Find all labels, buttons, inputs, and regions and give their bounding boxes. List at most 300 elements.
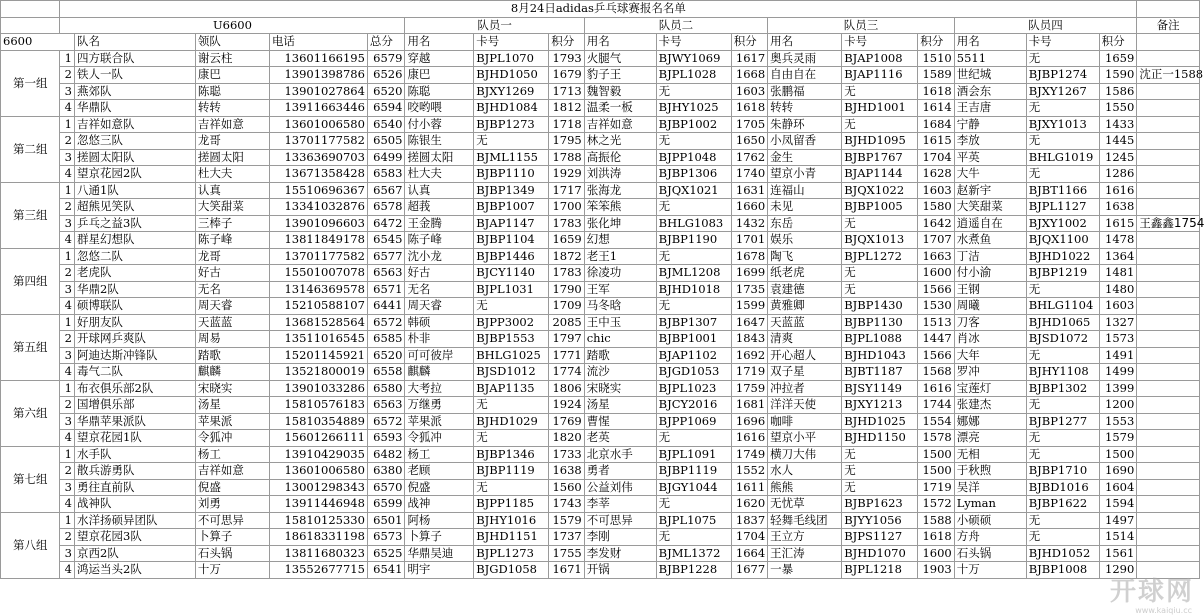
leader-name: 好古 bbox=[195, 265, 269, 282]
card-number: 无 bbox=[656, 83, 731, 100]
leader-name: 谢云柱 bbox=[195, 50, 269, 67]
player-name: 陶飞 bbox=[768, 248, 842, 265]
player-points: 1788 bbox=[549, 149, 584, 166]
card-number: BJBP1277 bbox=[1026, 413, 1099, 430]
table-row bbox=[1, 133, 1200, 150]
table-row bbox=[1, 281, 1200, 298]
team-name: 战神队 bbox=[75, 496, 196, 513]
player-points: 1812 bbox=[549, 100, 584, 117]
team-name: 燕郊队 bbox=[75, 83, 196, 100]
row-number: 1 bbox=[60, 182, 75, 199]
player-points: 1650 bbox=[731, 133, 767, 150]
card-number: BJPL1091 bbox=[656, 446, 731, 463]
team-name: 开球网乒爽队 bbox=[75, 331, 196, 348]
total-score: 6572 bbox=[367, 314, 405, 331]
table-row bbox=[1, 100, 1200, 117]
player-name: 天蓝蓝 bbox=[768, 314, 842, 331]
subheader-points: 积分 bbox=[1099, 34, 1137, 51]
card-number: BHLG1019 bbox=[1026, 149, 1099, 166]
player-name: 马冬晗 bbox=[584, 298, 656, 315]
table-row bbox=[1, 446, 1200, 463]
player-name: 洋洋天使 bbox=[768, 397, 842, 414]
player-points: 1733 bbox=[549, 446, 584, 463]
remark-cell bbox=[1137, 446, 1200, 463]
card-number: 无 bbox=[656, 529, 731, 546]
remark-cell bbox=[1137, 463, 1200, 480]
phone-number: 13901096603 bbox=[269, 215, 367, 232]
header-u6600: U6600 bbox=[60, 17, 405, 34]
player-name: 卜算子 bbox=[405, 529, 474, 546]
player-points: 1552 bbox=[731, 463, 767, 480]
player-name: 横刀大伟 bbox=[768, 446, 842, 463]
card-number: 无 bbox=[842, 265, 918, 282]
player-points: 1588 bbox=[918, 512, 954, 529]
card-number: BJBP1274 bbox=[1026, 67, 1099, 84]
player-name: 王中玉 bbox=[584, 314, 656, 331]
team-name: 京西2队 bbox=[75, 545, 196, 562]
player-points: 1713 bbox=[549, 83, 584, 100]
card-number: BJHD1022 bbox=[1026, 248, 1099, 265]
card-number: BJXY1267 bbox=[1026, 83, 1099, 100]
subheader-card: 卡号 bbox=[1026, 34, 1099, 51]
player-name: 高振伦 bbox=[584, 149, 656, 166]
player-name: 咬哟喂 bbox=[405, 100, 474, 117]
card-number: BJAP1147 bbox=[474, 215, 549, 232]
card-number: BJAP1008 bbox=[842, 50, 918, 67]
player-points: 1491 bbox=[1099, 347, 1137, 364]
player-name: 李莘 bbox=[584, 496, 656, 513]
card-number: 无 bbox=[842, 479, 918, 496]
player-points: 1433 bbox=[1099, 116, 1137, 133]
total-score: 6593 bbox=[367, 430, 405, 447]
player-name: 吴洋 bbox=[954, 479, 1026, 496]
card-number: BJHD1025 bbox=[842, 413, 918, 430]
player-name: 望京小平 bbox=[768, 430, 842, 447]
card-number: BJPL1127 bbox=[1026, 199, 1099, 216]
row-number: 4 bbox=[60, 298, 75, 315]
card-number: BJXY1213 bbox=[842, 397, 918, 414]
player-name: 令狐冲 bbox=[405, 430, 474, 447]
leader-name: 卜算子 bbox=[195, 529, 269, 546]
player-name: 转转 bbox=[768, 100, 842, 117]
player-name: 流沙 bbox=[584, 364, 656, 381]
table-row bbox=[1, 83, 1200, 100]
total-score: 6526 bbox=[367, 67, 405, 84]
player-name: 朱静环 bbox=[768, 116, 842, 133]
leader-name: 不可思异 bbox=[195, 512, 269, 529]
player-name: 李发财 bbox=[584, 545, 656, 562]
player-points: 1290 bbox=[1099, 562, 1137, 579]
subheader-card: 卡号 bbox=[842, 34, 918, 51]
player-points: 1783 bbox=[549, 215, 584, 232]
team-name: 搓圆太阳队 bbox=[75, 149, 196, 166]
player-points: 1638 bbox=[1099, 199, 1137, 216]
leader-name: 刘勇 bbox=[195, 496, 269, 513]
player-name: 老王1 bbox=[584, 248, 656, 265]
card-number: BJML1208 bbox=[656, 265, 731, 282]
phone-number: 13146369578 bbox=[269, 281, 367, 298]
card-number: BJPP3002 bbox=[474, 314, 549, 331]
phone-number: 13341032876 bbox=[269, 199, 367, 216]
player-name: 连福山 bbox=[768, 182, 842, 199]
phone-number: 15501007078 bbox=[269, 265, 367, 282]
card-number: BJSD1012 bbox=[474, 364, 549, 381]
player-name: 冲拉者 bbox=[768, 380, 842, 397]
total-score: 6563 bbox=[367, 265, 405, 282]
card-number: 无 bbox=[842, 281, 918, 298]
team-name: 华鼎苹果派队 bbox=[75, 413, 196, 430]
subheader-player: 用名 bbox=[954, 34, 1026, 51]
phone-number: 13701177582 bbox=[269, 248, 367, 265]
player-points: 1513 bbox=[918, 314, 954, 331]
player-points: 1806 bbox=[549, 380, 584, 397]
card-number: 无 bbox=[1026, 133, 1099, 150]
table-row bbox=[1, 298, 1200, 315]
player-points: 1790 bbox=[549, 281, 584, 298]
card-number: 无 bbox=[1026, 529, 1099, 546]
total-score: 6578 bbox=[367, 199, 405, 216]
player-name: 平英 bbox=[954, 149, 1026, 166]
card-number: 无 bbox=[656, 199, 731, 216]
player-points: 1618 bbox=[731, 100, 767, 117]
player-points: 1603 bbox=[731, 83, 767, 100]
card-number: BJYY1056 bbox=[842, 512, 918, 529]
player-name: 北京水手 bbox=[584, 446, 656, 463]
player-points: 1618 bbox=[918, 83, 954, 100]
player-points: 1783 bbox=[549, 265, 584, 282]
total-score: 6580 bbox=[367, 380, 405, 397]
subheader-row bbox=[1, 34, 1200, 51]
card-number: BJBD1016 bbox=[1026, 479, 1099, 496]
total-score: 6505 bbox=[367, 133, 405, 150]
team-name: 散兵游勇队 bbox=[75, 463, 196, 480]
player-name: 麒麟 bbox=[405, 364, 474, 381]
player-name: 刘洪涛 bbox=[584, 166, 656, 183]
player-name: 自由自在 bbox=[768, 67, 842, 84]
player-name: 水煮鱼 bbox=[954, 232, 1026, 249]
player-points: 1245 bbox=[1099, 149, 1137, 166]
subheader-phone: 电话 bbox=[269, 34, 367, 51]
player-name: 付小蓉 bbox=[405, 116, 474, 133]
player-points: 1553 bbox=[1099, 413, 1137, 430]
card-number: BJHD1050 bbox=[474, 67, 549, 84]
player-name: 万继勇 bbox=[405, 397, 474, 414]
header-remark: 备注 bbox=[1137, 17, 1200, 34]
total-score: 6573 bbox=[367, 529, 405, 546]
team-name: 八通1队 bbox=[75, 182, 196, 199]
phone-number: 13601006580 bbox=[269, 463, 367, 480]
phone-number: 15201145921 bbox=[269, 347, 367, 364]
total-score: 6541 bbox=[367, 562, 405, 579]
player-name: 陈银生 bbox=[405, 133, 474, 150]
player-name: 吉祥如意 bbox=[584, 116, 656, 133]
subheader-points: 积分 bbox=[549, 34, 584, 51]
row-number: 1 bbox=[60, 446, 75, 463]
row-number: 4 bbox=[60, 562, 75, 579]
row-number: 1 bbox=[60, 380, 75, 397]
player-points: 1514 bbox=[1099, 529, 1137, 546]
phone-number: 13701177582 bbox=[269, 133, 367, 150]
player-points: 1771 bbox=[549, 347, 584, 364]
row-number: 3 bbox=[60, 149, 75, 166]
phone-number: 15810576183 bbox=[269, 397, 367, 414]
remark-cell bbox=[1137, 430, 1200, 447]
player-name: 付小渝 bbox=[954, 265, 1026, 282]
player-points: 1603 bbox=[1099, 298, 1137, 315]
remark-cell bbox=[1137, 347, 1200, 364]
row-number: 3 bbox=[60, 281, 75, 298]
total-score: 6520 bbox=[367, 83, 405, 100]
card-number: BJXY1269 bbox=[474, 83, 549, 100]
player-points: 1647 bbox=[731, 314, 767, 331]
player-name: 不可思异 bbox=[584, 512, 656, 529]
row-number: 1 bbox=[60, 314, 75, 331]
player-points: 1759 bbox=[731, 380, 767, 397]
player-points: 1589 bbox=[918, 67, 954, 84]
table-row bbox=[1, 364, 1200, 381]
card-number: 无 bbox=[842, 463, 918, 480]
team-name: 超熊见笑队 bbox=[75, 199, 196, 216]
card-number: BJXY1013 bbox=[1026, 116, 1099, 133]
card-number: BJPL1028 bbox=[656, 67, 731, 84]
card-number: BJHD1018 bbox=[656, 281, 731, 298]
player-name: 黄雅卿 bbox=[768, 298, 842, 315]
player-name: 袁建德 bbox=[768, 281, 842, 298]
leader-name: 石头锅 bbox=[195, 545, 269, 562]
player-points: 1572 bbox=[918, 496, 954, 513]
leader-name: 三棒子 bbox=[195, 215, 269, 232]
player-points: 1749 bbox=[731, 446, 767, 463]
table-row bbox=[1, 331, 1200, 348]
player-points: 1755 bbox=[549, 545, 584, 562]
card-number: BJHD1052 bbox=[1026, 545, 1099, 562]
player-name: 咖啡 bbox=[768, 413, 842, 430]
card-number: BJHD1001 bbox=[842, 100, 918, 117]
player-points: 1616 bbox=[1099, 182, 1137, 199]
phone-number: 18618331198 bbox=[269, 529, 367, 546]
card-number: BJGD1058 bbox=[474, 562, 549, 579]
table-row bbox=[1, 347, 1200, 364]
total-score: 6577 bbox=[367, 248, 405, 265]
player-points: 1600 bbox=[918, 265, 954, 282]
corner-blank-right bbox=[1137, 1, 1200, 18]
total-score: 6585 bbox=[367, 331, 405, 348]
leader-name: 倪盛 bbox=[195, 479, 269, 496]
row-number: 3 bbox=[60, 545, 75, 562]
leader-name: 吉祥如意 bbox=[195, 463, 269, 480]
row-number: 3 bbox=[60, 215, 75, 232]
card-number: BJBP1553 bbox=[474, 331, 549, 348]
team-name: 望京花园3队 bbox=[75, 529, 196, 546]
player-points: 1700 bbox=[549, 199, 584, 216]
card-number: 无 bbox=[1026, 281, 1099, 298]
subheader-team: 队名 bbox=[75, 34, 196, 51]
card-number: BJBP1273 bbox=[474, 116, 549, 133]
card-number: BJBP1767 bbox=[842, 149, 918, 166]
card-number: BHLG1104 bbox=[1026, 298, 1099, 315]
player-points: 1445 bbox=[1099, 133, 1137, 150]
card-number: BJGY1044 bbox=[656, 479, 731, 496]
table-row bbox=[1, 265, 1200, 282]
card-number: BJHY1016 bbox=[474, 512, 549, 529]
remark-text: 王鑫鑫 bbox=[1139, 215, 1174, 230]
leader-name: 龙哥 bbox=[195, 133, 269, 150]
player-points: 1769 bbox=[549, 413, 584, 430]
group-label: 第二组 bbox=[1, 116, 60, 182]
phone-number: 13811680323 bbox=[269, 545, 367, 562]
player-name: 娱乐 bbox=[768, 232, 842, 249]
card-number: 无 bbox=[474, 479, 549, 496]
player-name: 轻舞毛线团 bbox=[768, 512, 842, 529]
player-name: 王汇涛 bbox=[768, 545, 842, 562]
remark-cell bbox=[1137, 83, 1200, 100]
card-number: 无 bbox=[842, 215, 918, 232]
table-row bbox=[1, 50, 1200, 67]
player-points: 1580 bbox=[918, 199, 954, 216]
player-points: 1500 bbox=[918, 463, 954, 480]
player-points: 1795 bbox=[549, 133, 584, 150]
remark-cell bbox=[1137, 413, 1200, 430]
player-points: 1603 bbox=[918, 182, 954, 199]
player-points: 1510 bbox=[918, 50, 954, 67]
player-points: 1200 bbox=[1099, 397, 1137, 414]
card-number: BJBP1008 bbox=[1026, 562, 1099, 579]
leader-name: 苹果派 bbox=[195, 413, 269, 430]
total-score: 6482 bbox=[367, 446, 405, 463]
card-number: 无 bbox=[1026, 397, 1099, 414]
table-row bbox=[1, 182, 1200, 199]
player-name: 杨工 bbox=[405, 446, 474, 463]
subheader-player: 用名 bbox=[768, 34, 842, 51]
player-name: 王金腾 bbox=[405, 215, 474, 232]
player-points: 1924 bbox=[549, 397, 584, 414]
player-points: 1707 bbox=[918, 232, 954, 249]
player-points: 1566 bbox=[918, 347, 954, 364]
player-name: 明宇 bbox=[405, 562, 474, 579]
card-number: BJPL1075 bbox=[656, 512, 731, 529]
player-points: 1432 bbox=[731, 215, 767, 232]
player-name: 清爽 bbox=[768, 331, 842, 348]
phone-number: 13671358428 bbox=[269, 166, 367, 183]
subheader-card: 卡号 bbox=[656, 34, 731, 51]
total-score: 6540 bbox=[367, 116, 405, 133]
leader-name: 大笑甜菜 bbox=[195, 199, 269, 216]
player-name: 世纪城 bbox=[954, 67, 1026, 84]
phone-number: 15810354889 bbox=[269, 413, 367, 430]
remark-cell bbox=[1137, 182, 1200, 199]
card-number: 无 bbox=[842, 446, 918, 463]
remark-cell bbox=[1137, 50, 1200, 67]
card-number: BJBP1307 bbox=[656, 314, 731, 331]
card-number: BJHD1084 bbox=[474, 100, 549, 117]
group-label: 第七组 bbox=[1, 446, 60, 512]
phone-number: 13601006580 bbox=[269, 116, 367, 133]
card-number: 无 bbox=[656, 298, 731, 315]
player-name: 5511 bbox=[954, 50, 1026, 67]
card-number: BJBP1306 bbox=[656, 166, 731, 183]
card-number: BHLG1083 bbox=[656, 215, 731, 232]
table-row bbox=[1, 562, 1200, 579]
row-number: 4 bbox=[60, 496, 75, 513]
phone-number: 13901033286 bbox=[269, 380, 367, 397]
player-name: 踏歌 bbox=[584, 347, 656, 364]
player-name: 朴非 bbox=[405, 331, 474, 348]
card-number: BJQX1013 bbox=[842, 232, 918, 249]
team-name: 铁人一队 bbox=[75, 67, 196, 84]
phone-number: 13601166195 bbox=[269, 50, 367, 67]
watermark-logo: 开球网 bbox=[1109, 577, 1194, 607]
card-number: BJHY1108 bbox=[1026, 364, 1099, 381]
card-number: BJBT1187 bbox=[842, 364, 918, 381]
player-name: 杜大夫 bbox=[405, 166, 474, 183]
player-name: 韩硕 bbox=[405, 314, 474, 331]
card-number: 无 bbox=[1026, 512, 1099, 529]
team-name: 忽悠三队 bbox=[75, 133, 196, 150]
card-number: 无 bbox=[842, 83, 918, 100]
card-number: 无 bbox=[656, 133, 731, 150]
player-name: 东岳 bbox=[768, 215, 842, 232]
card-number: BHLG1025 bbox=[474, 347, 549, 364]
player-points: 1628 bbox=[918, 166, 954, 183]
row-number: 3 bbox=[60, 83, 75, 100]
player-points: 1631 bbox=[731, 182, 767, 199]
player-name: 公益刘伟 bbox=[584, 479, 656, 496]
card-number: BJBP1228 bbox=[656, 562, 731, 579]
row-number: 1 bbox=[60, 116, 75, 133]
phone-number: 13911446948 bbox=[269, 496, 367, 513]
player-points: 1718 bbox=[549, 116, 584, 133]
player-name: 曹惺 bbox=[584, 413, 656, 430]
player-points: 1929 bbox=[549, 166, 584, 183]
player-points: 1820 bbox=[549, 430, 584, 447]
row-number: 2 bbox=[60, 199, 75, 216]
player-name: 宁静 bbox=[954, 116, 1026, 133]
player-points: 1286 bbox=[1099, 166, 1137, 183]
leader-name: 搓圆太阳 bbox=[195, 149, 269, 166]
group-label: 第三组 bbox=[1, 182, 60, 248]
phone-number: 13552677715 bbox=[269, 562, 367, 579]
card-number: BJBP1446 bbox=[474, 248, 549, 265]
corner-blank bbox=[1, 1, 60, 18]
card-number: BJPL1023 bbox=[656, 380, 731, 397]
subheader-points: 积分 bbox=[731, 34, 767, 51]
player-name: 认真 bbox=[405, 182, 474, 199]
player-name: 石头锅 bbox=[954, 545, 1026, 562]
leader-name: 康巴 bbox=[195, 67, 269, 84]
player-points: 1500 bbox=[918, 446, 954, 463]
group-label: 第一组 bbox=[1, 50, 60, 116]
player-name: 张建杰 bbox=[954, 397, 1026, 414]
card-number: BJHD1065 bbox=[1026, 314, 1099, 331]
phone-number: 13681528564 bbox=[269, 314, 367, 331]
player-points: 1701 bbox=[731, 232, 767, 249]
total-score: 6563 bbox=[367, 397, 405, 414]
phone-number: 13901398786 bbox=[269, 67, 367, 84]
team-name: 老虎队 bbox=[75, 265, 196, 282]
card-number: BJPP1069 bbox=[656, 413, 731, 430]
card-number: 无 bbox=[474, 430, 549, 447]
player-name: 方舟 bbox=[954, 529, 1026, 546]
card-number: BJBP1190 bbox=[656, 232, 731, 249]
leader-name: 杨工 bbox=[195, 446, 269, 463]
leader-name: 踏歌 bbox=[195, 347, 269, 364]
leader-name: 吉祥如意 bbox=[195, 116, 269, 133]
player-points: 1604 bbox=[1099, 479, 1137, 496]
player-name: 阿杨 bbox=[405, 512, 474, 529]
player-points: 1671 bbox=[549, 562, 584, 579]
total-score: 6567 bbox=[367, 182, 405, 199]
player-points: 1793 bbox=[549, 50, 584, 67]
